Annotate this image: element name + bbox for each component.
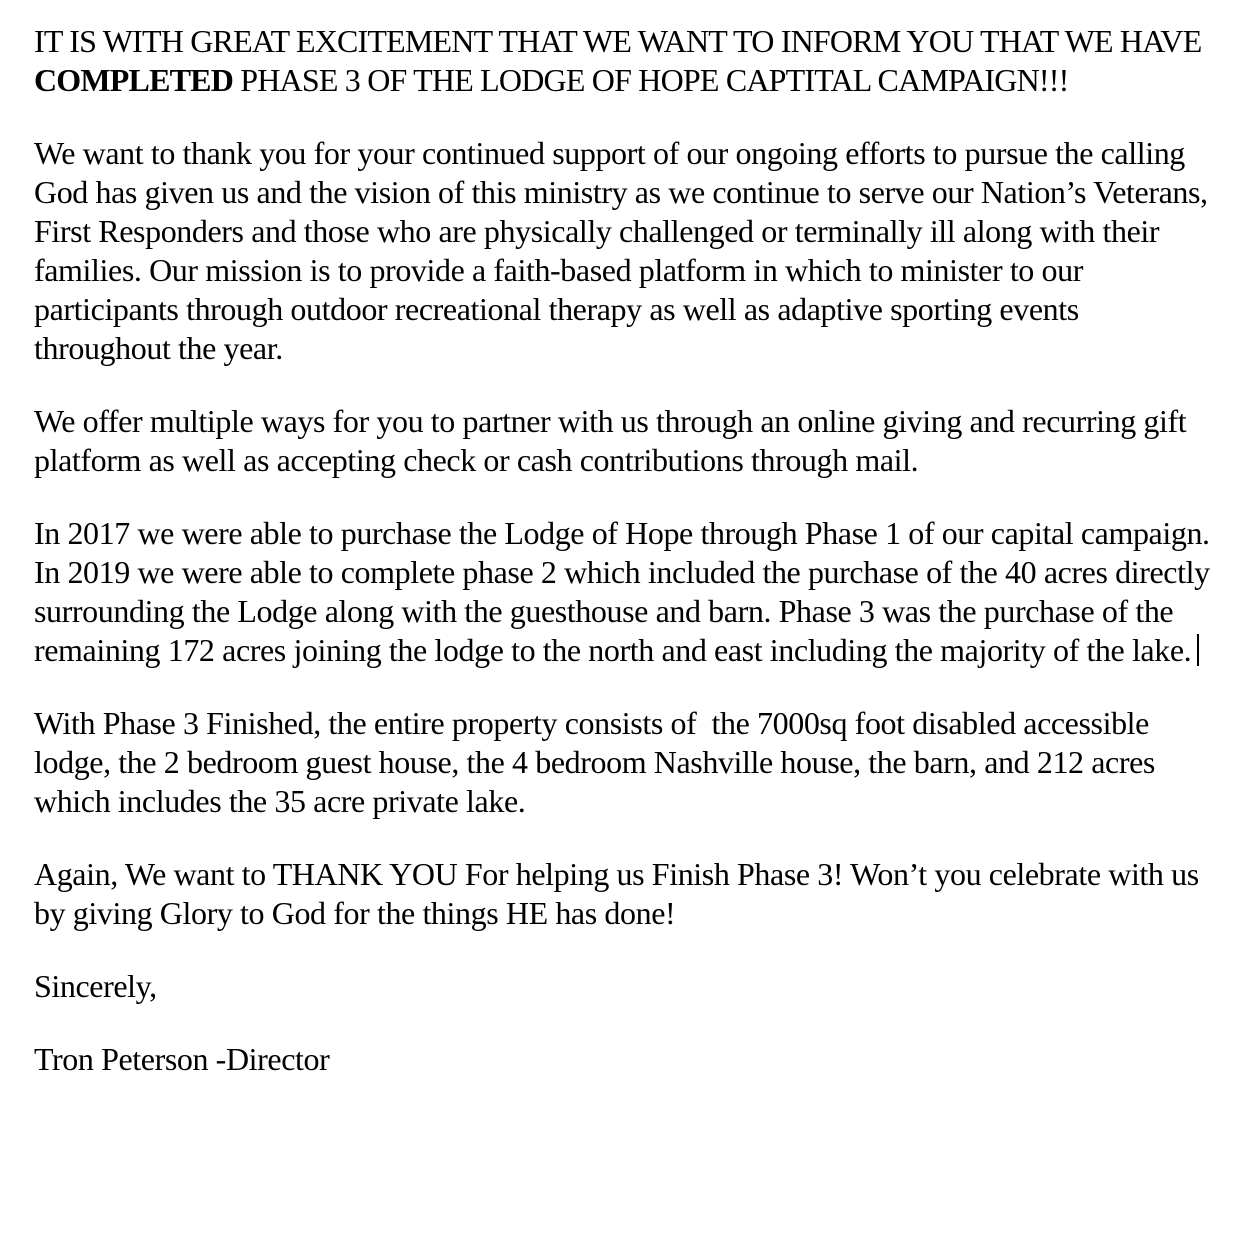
history-paragraph [34, 514, 1214, 670]
letter-document [34, 22, 1214, 1113]
thanks-paragraph: We want to thank you for your continued support of our ongoing efforts to pursue the calling God has given us and the vision of this ministry as we continue to serve our Nation’s Veterans, First Responders and those who are physically challenged or terminally ill along with their families. Our mission is to provide a faith-based platform in which to minister to our participants through outdoor recreational therapy as well as adaptive sporting events throughout the year. [34, 135, 1208, 366]
giving-paragraph: We offer multiple ways for you to partner with us through an online giving and recurring gift platform as well as accepting check or cash contributions through mail. [34, 403, 1187, 478]
salutation: Sincerely, [34, 968, 157, 1004]
heading-text-start: IT IS WITH GREAT EXCITEMENT THAT WE WANT TO INFORM YOU THAT WE HAVE [34, 23, 1202, 59]
history-text: In 2017 we were able to purchase the Lodge of Hope through Phase 1 of our capital campaign. In 2019 we were able to complete phase 2 which included the purchase of the 40 acres directly surrounding the Lodge along with the guesthouse and barn. Phase 3 was the purchase of the remaining 172 acres joining the lodge to the north and east including the majority of the lake. [34, 515, 1210, 668]
text-cursor [1197, 634, 1199, 666]
announcement-heading [34, 22, 1214, 100]
heading-emphasis: COMPLETED [34, 62, 234, 98]
heading-text-end: PHASE 3 OF THE LODGE OF HOPE CAPTITAL CAMPAIGN!!! [233, 62, 1069, 98]
signature: Tron Peterson -Director [34, 1041, 330, 1077]
property-paragraph: With Phase 3 Finished, the entire property consists of the 7000sq foot disabled accessible lodge, the 2 bedroom guest house, the 4 bedroom Nashville house, the barn, and 212 acres which includes the 35 acre private lake. [34, 705, 1163, 819]
closing-paragraph: Again, We want to THANK YOU For helping us Finish Phase 3! Won’t you celebrate with us by giving Glory to God for the things HE has done! [34, 856, 1199, 931]
